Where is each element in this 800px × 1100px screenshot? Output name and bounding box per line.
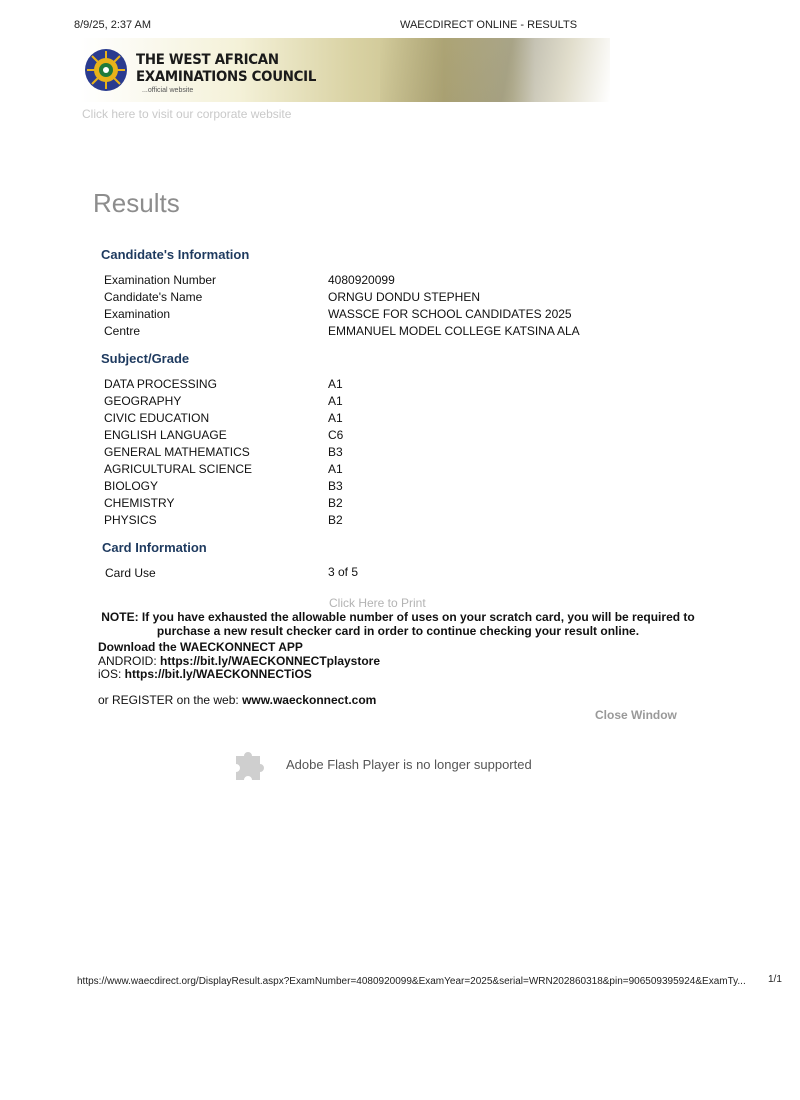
print-page-title: WAECDIRECT ONLINE - RESULTS — [400, 19, 578, 31]
puzzle-piece-icon — [230, 744, 270, 784]
download-app-heading: Download the WAECKONNECT APP — [98, 640, 303, 654]
card-info-title: Card Information — [102, 540, 207, 555]
subject-row-label: CHEMISTRY — [104, 496, 175, 510]
subject-row-label: PHYSICS — [104, 513, 157, 527]
subject-grade-title: Subject/Grade — [101, 351, 190, 366]
org-name — [136, 52, 316, 86]
register-label: or REGISTER on the web: — [98, 693, 243, 707]
exam-number-label: Examination Number — [104, 273, 217, 287]
centre-label: Centre — [104, 324, 141, 338]
org-tagline: ...official website — [142, 87, 194, 94]
card-use-label: Card Use — [105, 566, 156, 580]
ios-line — [98, 667, 312, 681]
grade-value: B3 — [328, 479, 343, 493]
print-datetime: 8/9/25, 2:37 AM — [74, 19, 152, 31]
flash-unsupported-message: Adobe Flash Player is no longer supported — [286, 757, 532, 772]
org-name-line1: THE WEST AFRICAN — [136, 52, 279, 68]
page-title: Results — [93, 188, 180, 218]
subject-row-label: ENGLISH LANGUAGE — [104, 428, 227, 442]
register-line — [98, 693, 376, 707]
ios-label: iOS: — [98, 667, 125, 681]
banner-photo — [380, 38, 610, 102]
candidate-name-label: Candidate's Name — [104, 290, 203, 304]
grade-value: B3 — [328, 445, 343, 459]
grade-value: A1 — [328, 462, 343, 476]
register-link[interactable]: www.waeckonnect.com — [242, 693, 377, 707]
ios-link[interactable]: https://bit.ly/WAECKONNECTiOS — [124, 667, 312, 681]
android-label: ANDROID: — [98, 654, 161, 668]
org-name-line2: EXAMINATIONS COUNCIL — [136, 69, 317, 85]
centre-value: EMMANUEL MODEL COLLEGE KATSINA ALA — [328, 324, 580, 338]
card-use-value: 3 of 5 — [328, 565, 359, 579]
candidate-name-value: ORNGU DONDU STEPHEN — [328, 290, 481, 304]
subject-row-label: CIVIC EDUCATION — [104, 411, 210, 425]
android-line — [98, 654, 380, 668]
scratch-card-note — [98, 610, 698, 638]
note-line2: purchase a new result checker card in order to continue checking your result online. — [156, 624, 640, 638]
grade-value: B2 — [328, 513, 343, 527]
examination-label: Examination — [104, 307, 171, 321]
waec-logo-icon — [84, 48, 128, 92]
grade-value: A1 — [328, 377, 343, 391]
examination-value: WASSCE FOR SCHOOL CANDIDATES 2025 — [328, 307, 572, 321]
candidate-info-title: Candidate's Information — [101, 247, 250, 262]
subject-row-label: GENERAL MATHEMATICS — [104, 445, 250, 459]
subject-row-label: GEOGRAPHY — [104, 394, 182, 408]
exam-number-value: 4080920099 — [328, 273, 395, 287]
grade-value: A1 — [328, 394, 343, 408]
close-window-link[interactable]: Close Window — [595, 708, 677, 722]
corporate-website-link[interactable]: Click here to visit our corporate website — [82, 107, 292, 121]
print-link[interactable]: Click Here to Print — [329, 596, 426, 610]
print-footer-url: https://www.waecdirect.org/DisplayResult.aspx?ExamNumber=4080920099&ExamYear=2025&serial=WRN202860318&pin=906509395924&ExamTy... — [77, 976, 746, 987]
subject-row-label: AGRICULTURAL SCIENCE — [104, 462, 253, 476]
grade-value: C6 — [328, 428, 344, 442]
print-page-number: 1/1 — [768, 974, 782, 985]
note-line1: NOTE: If you have exhausted the allowable number of uses on your scratch card, you will be required to — [101, 610, 695, 624]
grade-value: B2 — [328, 496, 343, 510]
android-link[interactable]: https://bit.ly/WAECKONNECTplaystore — [160, 654, 381, 668]
subject-row-label: DATA PROCESSING — [104, 377, 217, 391]
grade-value: A1 — [328, 411, 343, 425]
subject-row-label: BIOLOGY — [104, 479, 159, 493]
waec-banner — [80, 38, 535, 102]
